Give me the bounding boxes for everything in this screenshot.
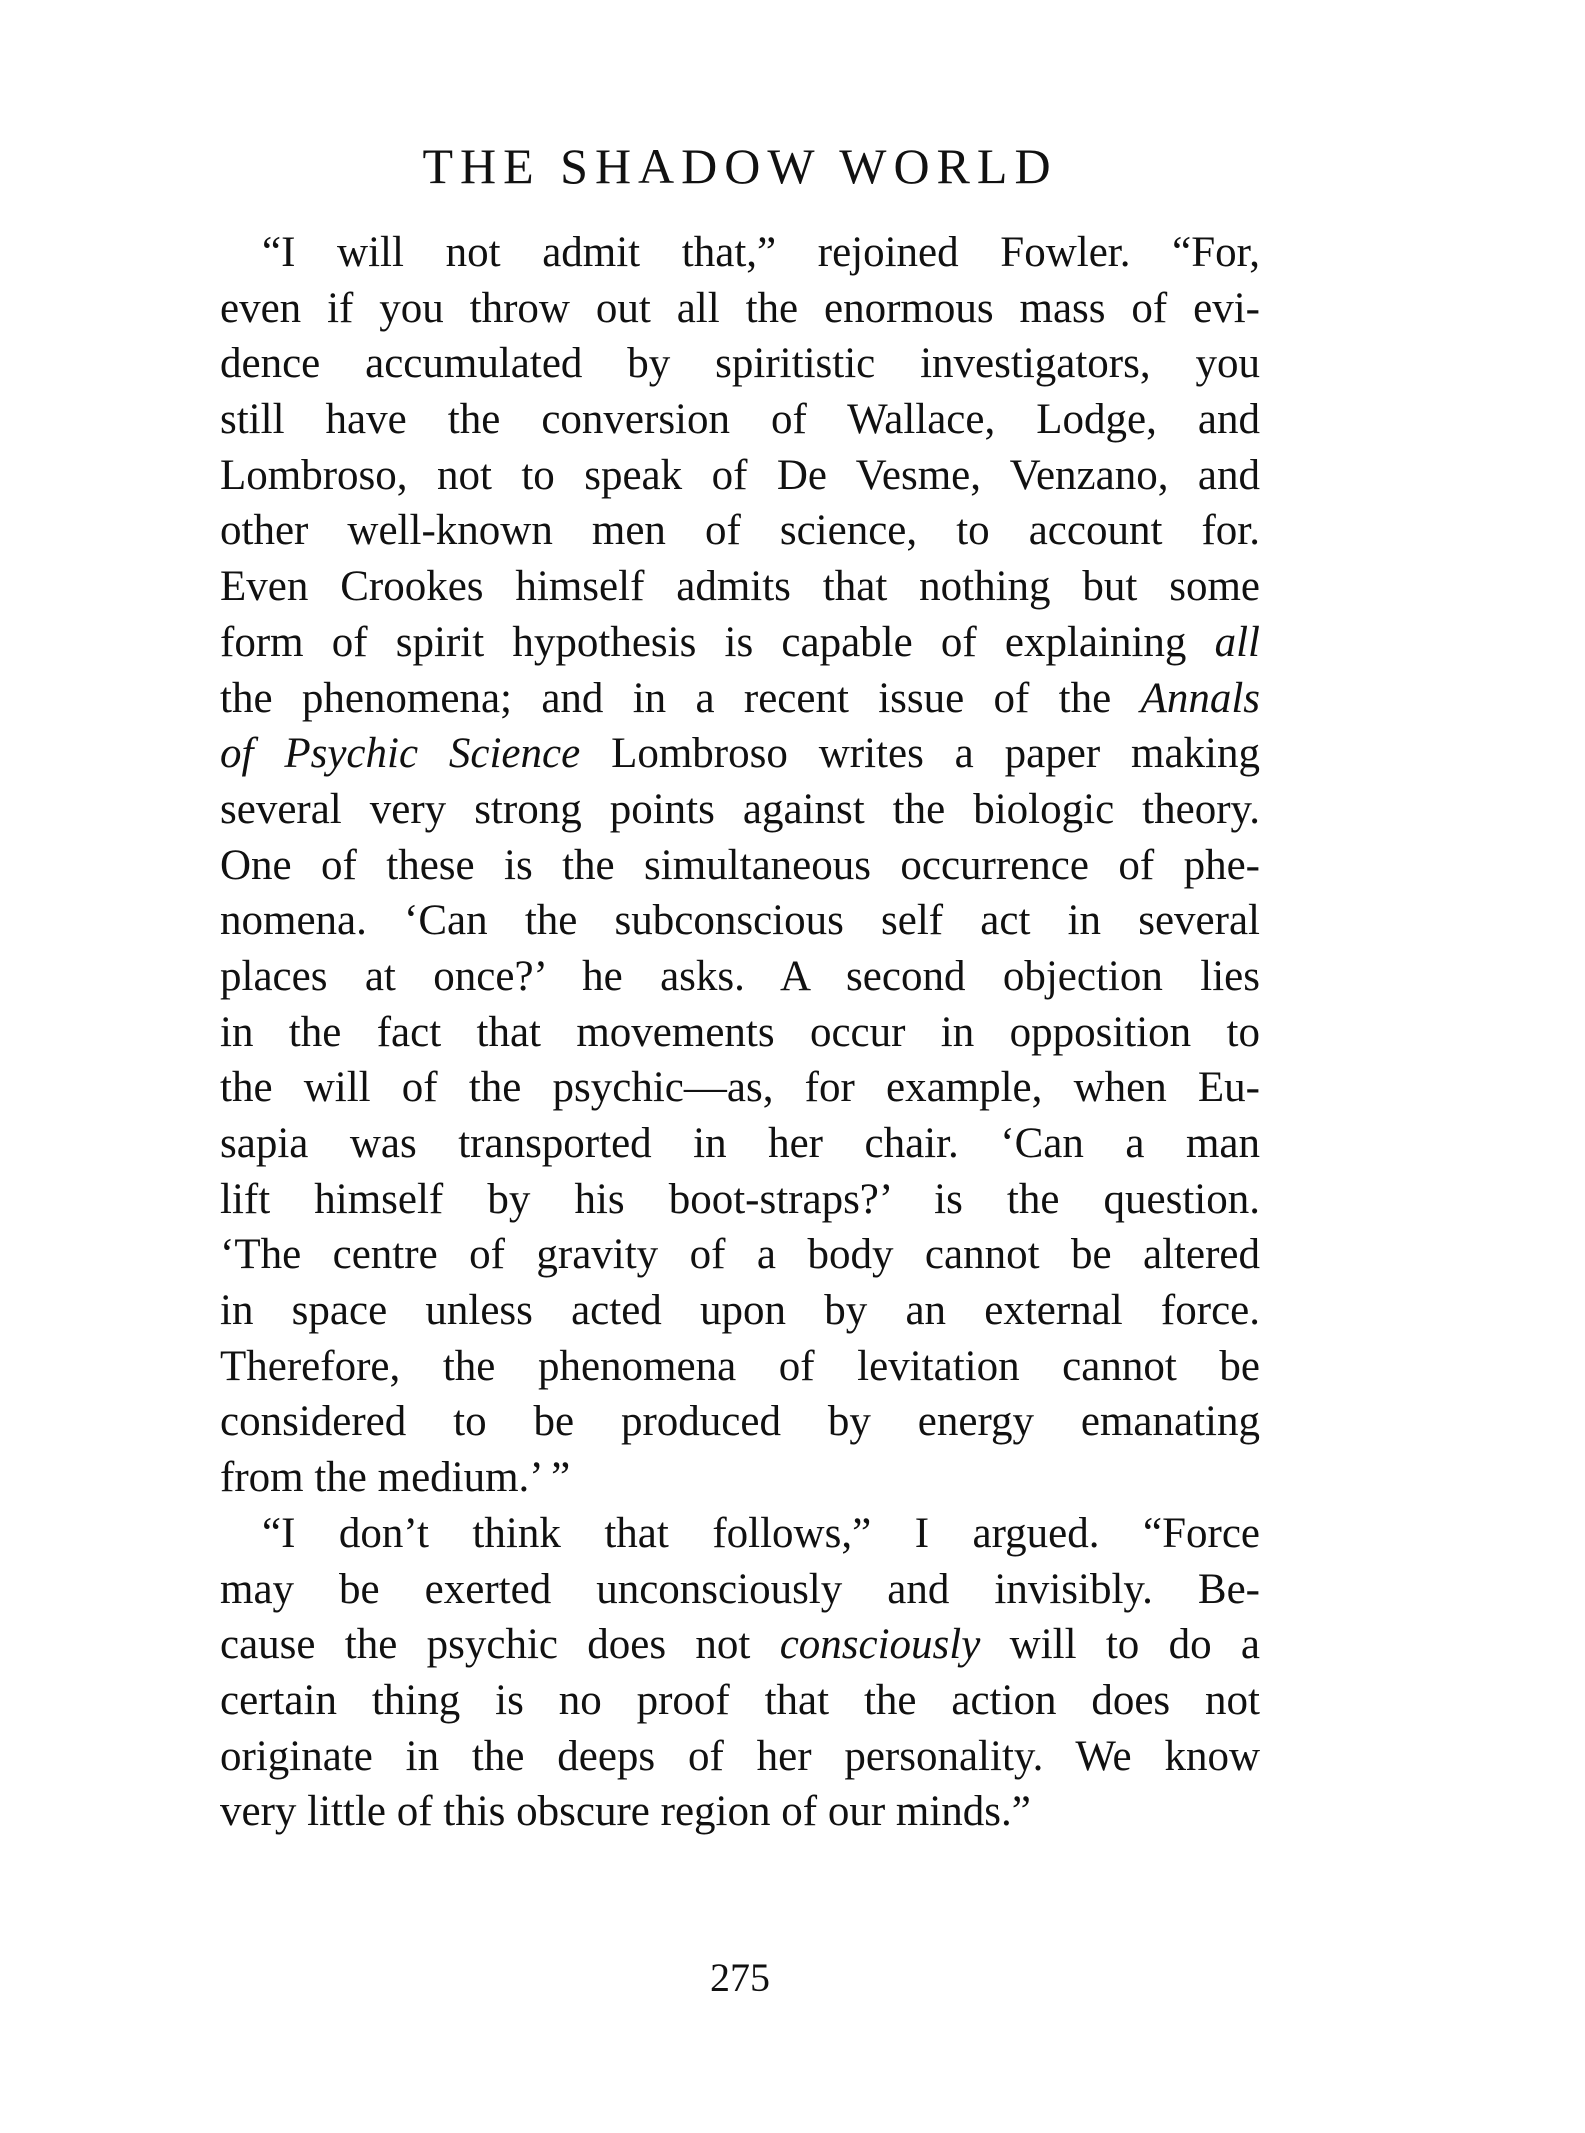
text-run: cause the psychic does not <box>220 1621 780 1669</box>
text-run: One of these is the simultaneous occurrence of phe- <box>220 841 1260 889</box>
text-line <box>220 671 1260 727</box>
text-run: places at once?’ he asks. A second objection lies <box>220 952 1260 1000</box>
text-line <box>220 782 1260 838</box>
text-run: very little of this obscure region of our minds.” <box>220 1788 1031 1836</box>
text-line <box>220 1005 1260 1061</box>
running-head: THE SHADOW WORLD <box>422 138 1058 194</box>
text-line <box>220 1227 1260 1283</box>
text-line <box>220 281 1260 337</box>
text-line <box>220 1394 1260 1450</box>
text-run: from the medium.’ ” <box>220 1454 571 1502</box>
text-line <box>220 1562 1260 1618</box>
text-line <box>220 1617 1260 1673</box>
italic-text-run: Annals <box>1140 674 1260 722</box>
text-line <box>220 336 1260 392</box>
text-line <box>220 838 1260 894</box>
text-line <box>220 225 1260 281</box>
text-run: form of spirit hypothesis is capable of explaining <box>220 618 1215 666</box>
text-line <box>220 1729 1260 1785</box>
text-run: several very strong points against the biologic theory. <box>220 785 1260 833</box>
text-run: sapia was transported in her chair. ‘Can a man <box>220 1120 1260 1167</box>
text-run: the phenomena; and in a recent issue of the <box>220 674 1141 722</box>
text-run: “I will not admit that,” rejoined Fowler. “For, <box>262 229 1260 276</box>
text-line <box>220 893 1260 949</box>
text-line <box>220 1283 1260 1339</box>
text-run: originate in the deeps of her personality. We know <box>220 1732 1260 1780</box>
text-run: other well-known men of science, to account for. <box>220 507 1260 555</box>
text-run: certain thing is no proof that the action does not <box>220 1676 1260 1724</box>
italic-text-run: of Psychic Science <box>220 730 581 778</box>
text-run: in the fact that movements occur in opposition to <box>220 1008 1260 1056</box>
text-run: Therefore, the phenomena of levitation cannot be <box>220 1342 1260 1390</box>
text-run: Lombroso writes a paper making <box>580 730 1260 778</box>
text-run: still have the conversion of Wallace, Lodge, and <box>220 396 1260 444</box>
text-line <box>220 1673 1260 1729</box>
text-run: dence accumulated by spiritistic investigators, you <box>220 340 1260 388</box>
text-run: ‘The centre of gravity of a body cannot be altered <box>220 1231 1260 1279</box>
text-line <box>220 1339 1260 1395</box>
text-line <box>220 503 1260 559</box>
text-run: “I don’t think that follows,” I argued. “Force <box>262 1509 1260 1557</box>
text-line <box>220 949 1260 1005</box>
text-line <box>220 726 1260 782</box>
text-line <box>220 559 1260 615</box>
text-run: lift himself by his boot-straps?’ is the question. <box>220 1175 1260 1223</box>
body-text <box>220 225 1260 1840</box>
text-run: Lombroso, not to speak of De Vesme, Venzano, and <box>220 451 1260 499</box>
text-run: the will of the psychic—as, for example, when Eu- <box>220 1064 1260 1112</box>
text-run: even if you throw out all the enormous mass of evi- <box>220 284 1260 332</box>
text-run: in space unless acted upon by an external force. <box>220 1287 1260 1335</box>
italic-text-run: all <box>1214 618 1260 666</box>
text-run: Even Crookes himself admits that nothing but some <box>220 563 1260 611</box>
italic-text-run: consciously <box>779 1621 981 1669</box>
text-run: will to do a <box>980 1621 1260 1669</box>
text-run: may be exerted unconsciously and invisibly. Be- <box>220 1565 1260 1613</box>
text-line <box>220 1450 1260 1506</box>
text-line <box>220 1060 1260 1116</box>
text-run: nomena. ‘Can the subconscious self act in several <box>220 897 1260 945</box>
text-line <box>220 448 1260 504</box>
text-line <box>220 1172 1260 1228</box>
page-number: 275 <box>710 1955 770 2000</box>
text-run: considered to be produced by energy emanating <box>220 1398 1260 1446</box>
text-line <box>220 1784 1260 1840</box>
text-line <box>220 1506 1260 1562</box>
text-line <box>220 1116 1260 1172</box>
text-line <box>220 392 1260 448</box>
text-line <box>220 615 1260 671</box>
